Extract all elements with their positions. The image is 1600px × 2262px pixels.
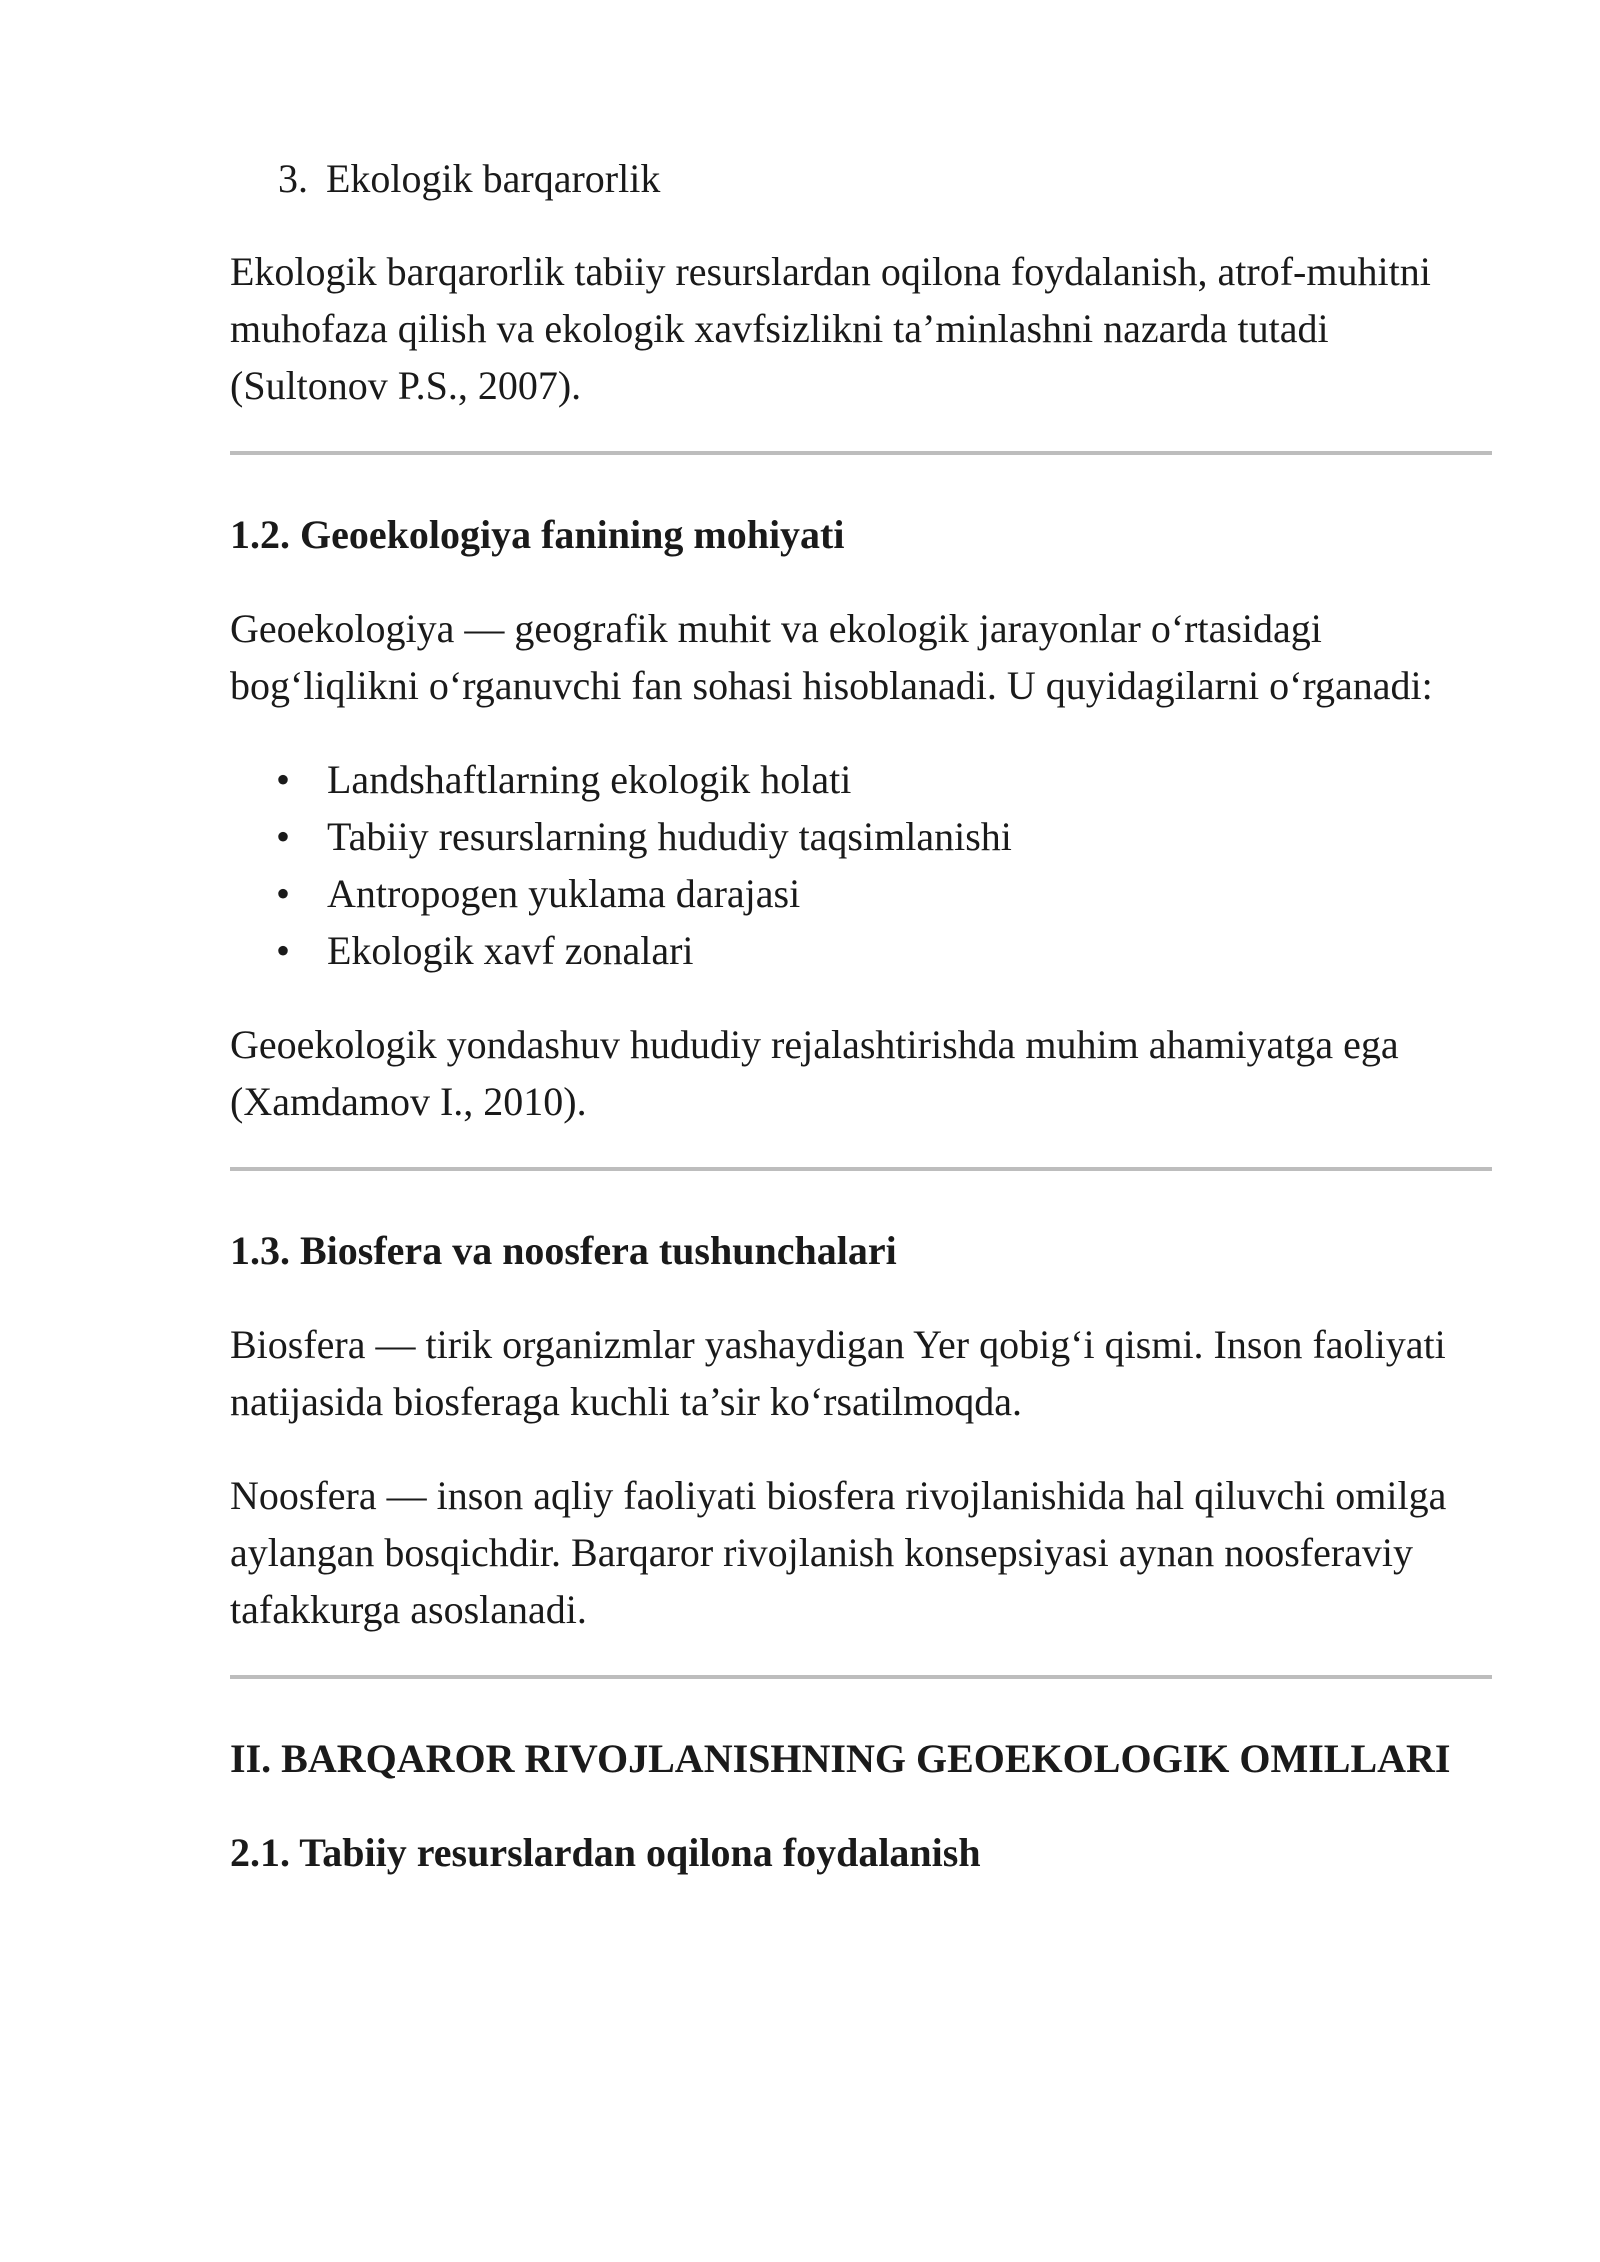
bullet-icon: • [276, 871, 291, 916]
bullet-icon: • [276, 928, 291, 973]
list-item: • Tabiiy resurslarning hududiy taqsimlanishi [230, 808, 1492, 865]
list-item: • Landshaftlarning ekologik holati [230, 751, 1492, 808]
list-number: 3. [278, 156, 308, 201]
section-1-2-closing: Geoekologik yondashuv hududiy rejalashtirishda muhim ahamiyatga ega (Xamdamov I., 2010). [230, 1022, 1399, 1124]
section-heading-1-3: 1.3. Biosfera va noosfera tushunchalari [230, 1228, 897, 1273]
intro-paragraph: Ekologik barqarorlik tabiiy resurslardan oqilona foydalanish, atrof-muhitni muhofaza qilish va ekologik xavfsizlikni ta’minlashni nazarda tutadi (Sultonov P.S., 2007). [230, 249, 1431, 408]
chapter-heading: II. BARQAROR RIVOJLANISHNING GEOEKOLOGIK OMILLARI [230, 1736, 1451, 1781]
bullet-list [230, 751, 1492, 979]
biosfera-paragraph: Biosfera — tirik organizmlar yashaydigan Yer qobig‘i qismi. Inson faoliyati natijasida biosferaga kuchli ta’sir ko‘rsatilmoqda. [230, 1322, 1446, 1424]
section-heading-2-1: 2.1. Tabiiy resurslardan oqilona foydalanish [230, 1830, 981, 1875]
noosfera-paragraph: Noosfera — inson aqliy faoliyati biosfera rivojlanishida hal qiluvchi omilga aylangan bosqichdir. Barqaror rivojlanish konsepsiyasi aynan noosferaviy tafakkurga asoslanadi. [230, 1473, 1447, 1632]
document-content [230, 150, 1492, 1918]
list-item: • Ekologik xavf zonalari [230, 922, 1492, 979]
ordered-list-item [230, 150, 1492, 207]
bullet-icon: • [276, 757, 291, 802]
section-heading-1-2: 1.2. Geoekologiya fanining mohiyati [230, 512, 845, 557]
section-1-2-paragraph: Geoekologiya — geografik muhit va ekologik jarayonlar o‘rtasidagi bog‘liqlikni o‘rganuvchi fan sohasi hisoblanadi. U quyidagilarni o‘rganadi: [230, 606, 1433, 708]
bullet-icon: • [276, 814, 291, 859]
list-item-text: Ekologik barqarorlik [326, 156, 661, 201]
list-item: • Antropogen yuklama darajasi [230, 865, 1492, 922]
